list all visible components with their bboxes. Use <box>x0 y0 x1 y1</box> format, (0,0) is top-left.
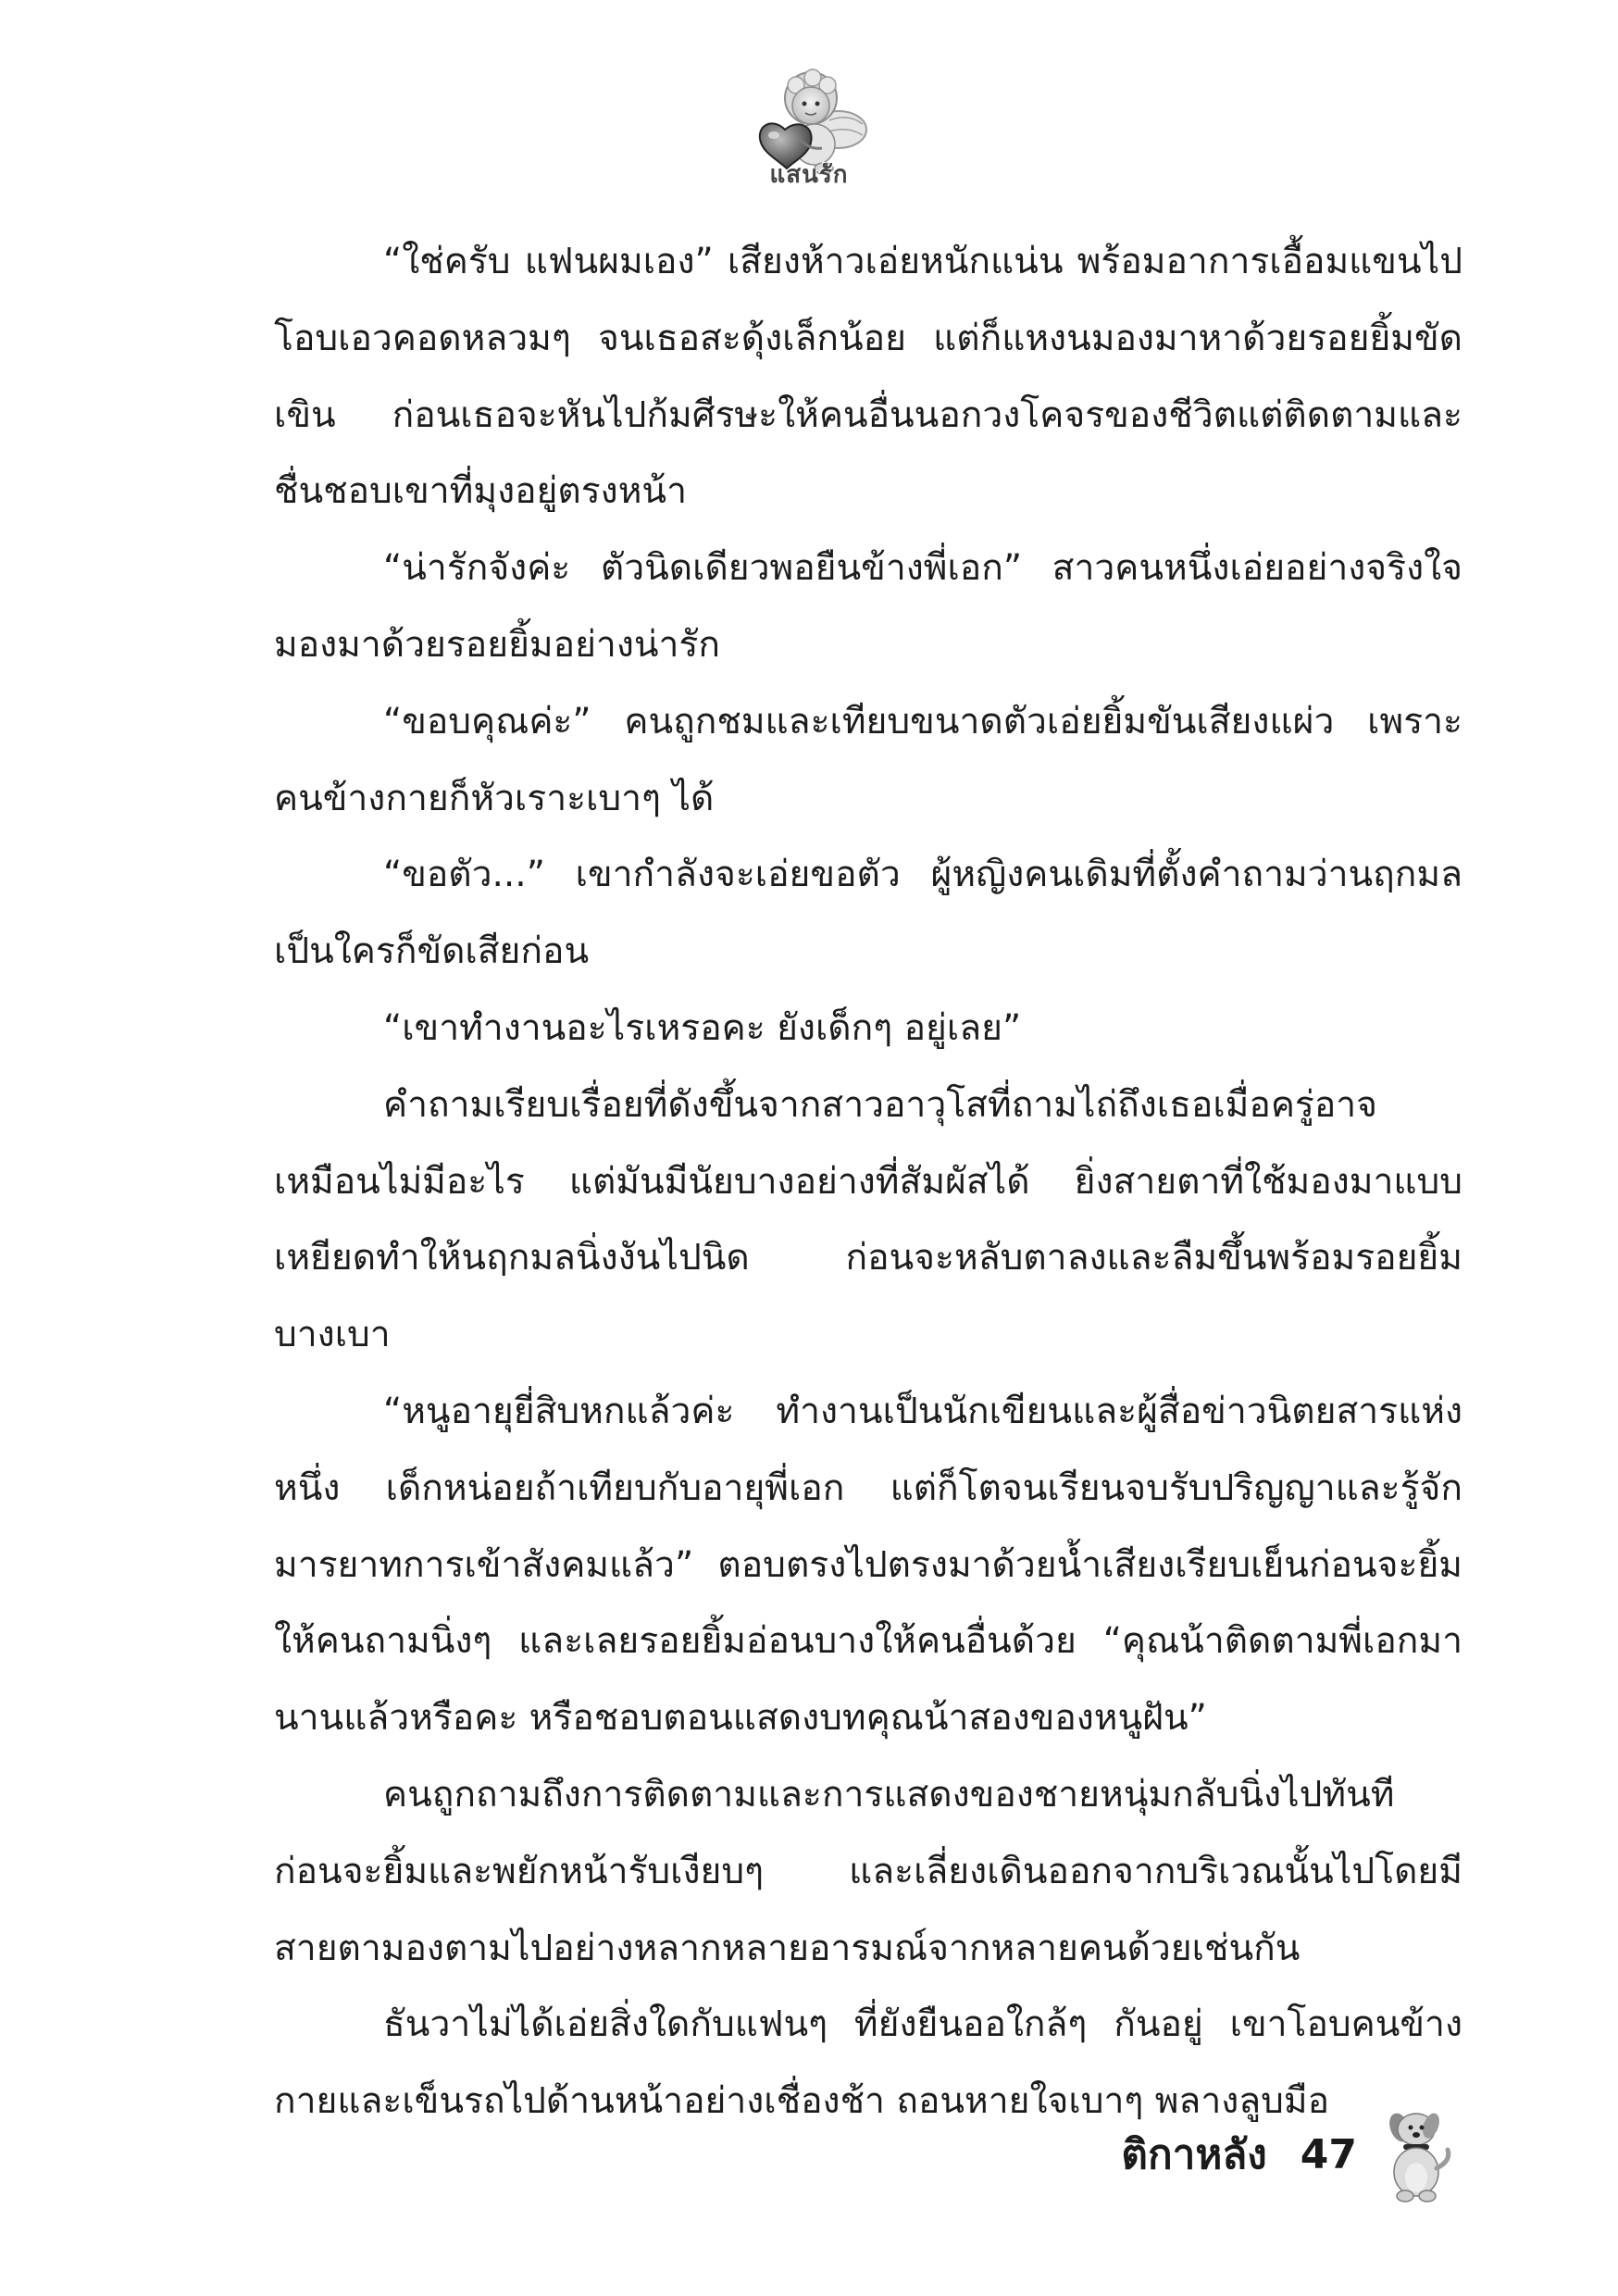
page-footer <box>1121 2103 1461 2205</box>
paragraph: คำถามเรียบเรื่อยที่ดังขึ้นจากสาวอาวุโสที่ถามไถ่ถึงเธอเมื่อครู่อาจเหมือนไม่มีอะไร แต่มันมีนัยบางอย่างที่สัมผัสได้ ยิ่งสายตาที่ใช้มองมาแบบเหยียดทำให้นฤกมลนิ่งงันไปนิด ก่อนจะหลับตาลงและลืมขึ้นพร้อมรอยยิ้มบางเบา <box>274 1083 1462 1356</box>
paragraph: ธันวาไม่ได้เอ่ยสิ่งใดกับแฟนๆ ที่ยังยืนออใกล้ๆ กันอยู่ เขาโอบคนข้างกายและเข็นรถไปด้านหน้าอย่างเชื่องช้า ถอนหายใจเบาๆ พลางลูบมือ <box>274 2003 1462 2123</box>
page-number: 47 <box>1300 2130 1357 2178</box>
paragraph: “เขาทำงานอะไรเหรอคะ ยังเด็กๆ อยู่เลย” <box>383 1006 1022 1049</box>
paragraph: คนถูกถามถึงการติดตามและการแสดงของชายหนุ่มกลับนิ่งไปทันทีก่อนจะยิ้มและพยักหน้ารับเงียบๆ และเลี่ยงเดินออกจากบริเวณนั้นไปโดยมีสายตามองตามไปอย่างหลากหลายอารมณ์จากหลายคนด้วยเช่นกัน <box>274 1773 1462 1969</box>
paragraph: “ใช่ครับ แฟนผมเอง” เสียงห้าวเอ่ยหนักแน่น พร้อมอาการเอื้อมแขนไปโอบเอวคอดหลวมๆ จนเธอสะดุ้งเล็กน้อย แต่ก็แหงนมองมาหาด้วยรอยยิ้มขัดเขิน ก่อนเธอจะหันไปก้มศีรษะให้คนอื่นนอกวงโคจรของชีวิตแต่ติดตามและชื่นชอบเขาที่มุงอยู่ตรงหน้า <box>274 241 1462 513</box>
paragraph: “ขอตัว...” เขากำลังจะเอ่ยขอตัว ผู้หญิงคนเดิมที่ตั้งคำถามว่านฤกมลเป็นใครก็ขัดเสียก่อน <box>274 854 1462 973</box>
body-text <box>274 224 1462 2140</box>
paragraph: “ขอบคุณค่ะ” คนถูกชมและเทียบขนาดตัวเอ่ยยิ้มขันเสียงแผ่ว เพราะคนข้างกายก็หัวเราะเบาๆ ได้ <box>274 700 1462 819</box>
logo-wordmark: แสนรัก <box>769 161 849 189</box>
puppy-dog-icon <box>1372 2103 1461 2205</box>
paragraph: “น่ารักจังค่ะ ตัวนิดเดียวพอยืนข้างพี่เอก” สาวคนหนึ่งเอ่ยอย่างจริงใจมองมาด้วยรอยยิ้มอย่างน่ารัก <box>274 547 1462 666</box>
paragraph: “หนูอายุยี่สิบหกแล้วค่ะ ทำงานเป็นนักเขียนและผู้สื่อข่าวนิตยสารแห่งหนึ่ง เด็กหน่อยถ้าเทียบกับอายุพี่เอก แต่ก็โตจนเรียนจบรับปริญญาและรู้จักมารยาทการเข้าสังคมแล้ว” ตอบตรงไปตรงมาด้วยน้ำเสียงเรียบเย็นก่อนจะยิ้มให้คนถามนิ่งๆ และเลยรอยยิ้มอ่อนบางให้คนอื่นด้วย “คุณน้าติดตามพี่เอกมานานแล้วหรือคะ หรือชอบตอนแสดงบทคุณน้าสองของหนูฝัน” <box>274 1390 1462 1740</box>
book-title: ติกาหลัง <box>1121 2131 1267 2178</box>
